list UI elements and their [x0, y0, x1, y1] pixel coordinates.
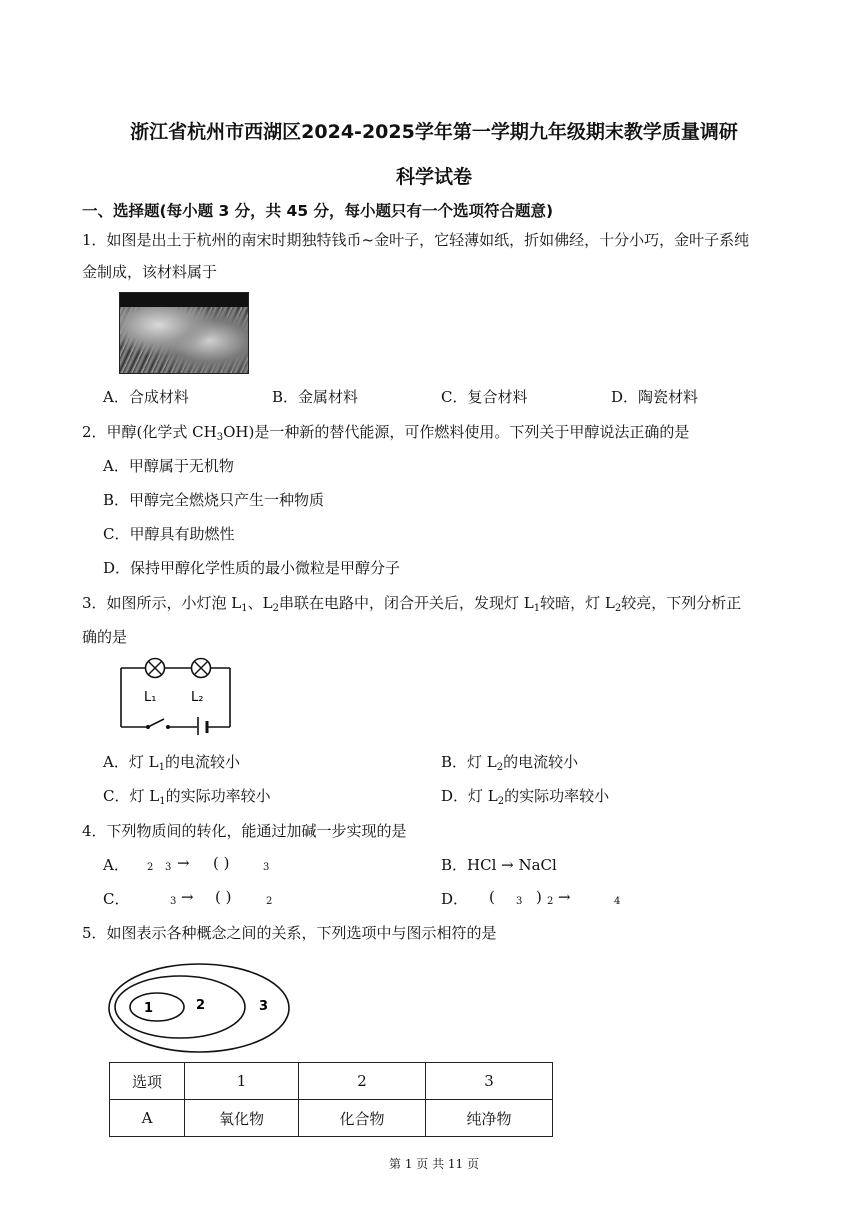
q2-option-d: D．保持甲醇化学性质的最小微粒是甲醇分子 — [103, 559, 401, 577]
q3-optD-a: D．灯 L — [441, 787, 498, 805]
q3-l1-a: 3．如图所示，小灯泡 L — [82, 594, 242, 612]
venn-middle-ellipse — [115, 976, 245, 1038]
table-header-cell: 选项 — [110, 1063, 185, 1100]
table-header-cell: 2 — [299, 1063, 426, 1100]
table-header-cell: 1 — [185, 1063, 299, 1100]
q3-optC-s: 1 — [159, 796, 166, 807]
table-header-cell: 3 — [426, 1063, 553, 1100]
q3-option-b — [441, 751, 578, 773]
q2-option-b: B．甲醇完全燃烧只产生一种物质 — [103, 491, 325, 509]
q2-stem-a: 2．甲醇(化学式 CH — [82, 423, 217, 441]
page-subtitle: 科学试卷 — [395, 166, 472, 188]
lamp-l2 — [192, 659, 211, 678]
table-cell: 纯净物 — [426, 1100, 553, 1137]
q2-option-a: A．甲醇属于无机物 — [103, 457, 234, 475]
q3-l1-b: 、L — [247, 594, 273, 612]
venn-label-2: 2 — [196, 998, 206, 1013]
q2-stem — [82, 421, 689, 443]
lamp-l1-label: L₁ — [144, 690, 157, 705]
q4-d-sub3: 4 — [614, 896, 621, 907]
q3-optB-a: B．灯 L — [441, 753, 497, 771]
q1-option-b: B．金属材料 — [272, 388, 359, 406]
q3-optB-b: 的电流较小 — [503, 753, 579, 771]
circuit-diagram — [112, 655, 237, 735]
q3-stem-line1 — [82, 592, 741, 614]
q4-c-arrow: → — [181, 888, 194, 906]
q3-option-a — [103, 751, 240, 773]
q4-option-b: B．HCl → NaCl — [441, 856, 557, 874]
q4-c-sub1: 3 — [170, 896, 177, 907]
q3-optA-a: A．灯 L — [103, 753, 159, 771]
q4-option-d-label: D． — [441, 890, 469, 908]
q2-stem-sub: 3 — [216, 432, 224, 443]
q4-option-c-label: C． — [103, 890, 130, 908]
table-header-row — [110, 1063, 553, 1100]
options-table — [109, 1062, 553, 1137]
q2-option-c: C．甲醇具有助燃性 — [103, 525, 235, 543]
q3-l1-s1: 1 — [241, 603, 248, 614]
q3-optB-s: 2 — [496, 762, 504, 773]
q1-option-d: D．陶瓷材料 — [611, 388, 699, 406]
table-cell: 氧化物 — [185, 1100, 299, 1137]
table-cell: 化合物 — [299, 1100, 426, 1137]
q4-d-arrow: → — [558, 888, 571, 906]
q3-option-c — [103, 785, 271, 807]
q3-optD-b: 的实际功率较小 — [504, 787, 610, 805]
q3-l1-s3: 1 — [533, 603, 541, 614]
q3-l1-d: 较暗，灯 L — [540, 594, 615, 612]
q1-option-a: A．合成材料 — [103, 388, 189, 406]
q4-d-sub2: 2 — [547, 896, 554, 907]
q3-l1-c: 串联在电路中，闭合开关后，发现灯 L — [279, 594, 534, 612]
q2-stem-b: OH)是一种新的替代能源，可作燃料使用。下列关于甲醇说法正确的是 — [223, 423, 690, 441]
q4-a-sub2: 3 — [165, 862, 172, 873]
gold-leaf-photo — [119, 292, 249, 374]
lamp-l1 — [146, 659, 165, 678]
venn-diagram — [104, 960, 296, 1056]
q4-a-arrow: → — [177, 854, 190, 872]
q3-l1-s2: 2 — [272, 603, 279, 614]
q4-d-paren-open: ( — [489, 888, 495, 906]
q3-optC-a: C．灯 L — [103, 787, 160, 805]
q3-l1-e: 较亮，下列分析正 — [621, 594, 742, 612]
q4-c-paren: ( ) — [215, 888, 232, 906]
q4-a-sub1: 2 — [147, 862, 154, 873]
venn-inner-ellipse — [130, 993, 184, 1021]
venn-label-3: 3 — [259, 999, 269, 1014]
q3-stem-line2: 确的是 — [82, 628, 128, 646]
battery — [198, 717, 207, 735]
q3-option-d — [441, 785, 609, 807]
section-heading: 一、选择题(每小题 3 分，共 45 分，每小题只有一个选项符合题意) — [82, 202, 554, 220]
q4-a-paren: ( ) — [213, 854, 230, 872]
q1-option-c: C．复合材料 — [441, 388, 528, 406]
q4-stem: 4．下列物质间的转化，能通过加碱一步实现的是 — [82, 822, 407, 840]
venn-label-1: 1 — [144, 1001, 154, 1016]
q3-optA-s: 1 — [158, 762, 165, 773]
q1-stem-line1: 1．如图是出土于杭州的南宋时期独特钱币~金叶子，它轻薄如纸，折如佛经，十分小巧，金叶子系纯 — [82, 231, 750, 249]
page-title: 浙江省杭州市西湖区2024-2025学年第一学期九年级期末教学质量调研 — [130, 121, 738, 143]
q3-optA-b: 的电流较小 — [164, 753, 240, 771]
q4-c-sub2: 2 — [266, 896, 273, 907]
table-row — [110, 1100, 553, 1137]
q4-a-sub3: 3 — [263, 862, 270, 873]
q1-stem-line2: 金制成，该材料属于 — [82, 263, 218, 281]
q4-option-a-label: A． — [103, 856, 129, 874]
q4-d-sub1: 3 — [516, 896, 523, 907]
table-cell: A — [110, 1100, 185, 1137]
q5-stem: 5．如图表示各种概念之间的关系，下列选项中与图示相符的是 — [82, 924, 497, 942]
q3-optC-b: 的实际功率较小 — [165, 787, 271, 805]
lamp-l2-label: L₂ — [191, 690, 204, 705]
q4-d-paren-close: ) — [536, 888, 542, 906]
q3-l1-s4: 2 — [614, 603, 622, 614]
q3-optD-s: 2 — [497, 796, 505, 807]
page-footer: 第 1 页 共 11 页 — [389, 1157, 479, 1171]
